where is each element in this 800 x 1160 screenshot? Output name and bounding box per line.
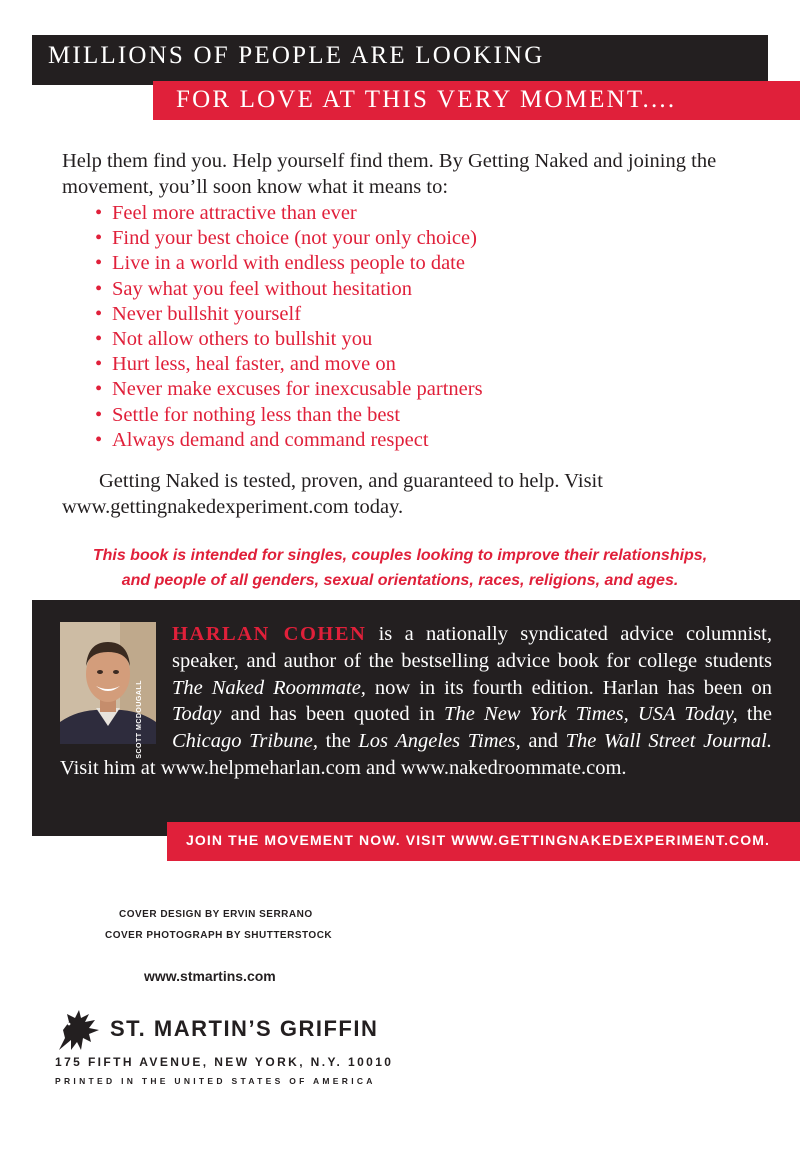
list-item xyxy=(95,277,483,302)
list-item xyxy=(95,201,483,226)
list-item xyxy=(95,302,483,327)
bullet-icon: • xyxy=(95,353,103,376)
bullet-icon: • xyxy=(95,227,103,250)
bullet-icon: • xyxy=(95,378,103,401)
bullet-icon: • xyxy=(95,302,103,325)
list-item-text: Settle for nothing less than the best xyxy=(112,403,401,426)
author-name: HARLAN COHEN xyxy=(172,623,367,645)
cover-design-credit: COVER DESIGN BY ERVIN SERRANO xyxy=(119,909,313,920)
bullet-icon: • xyxy=(95,327,103,350)
list-item xyxy=(95,251,483,276)
list-item-text: Say what you feel without hesitation xyxy=(112,277,413,300)
list-item-text: Always demand and command respect xyxy=(112,428,429,451)
list-item-text: Never bullshit yourself xyxy=(112,302,302,325)
cover-photo-credit: COVER PHOTOGRAPH BY SHUTTERSTOCK xyxy=(105,930,333,941)
list-item-text: Never make excuses for inexcusable partners xyxy=(112,378,483,401)
publisher-name: ST. MARTIN’S GRIFFIN xyxy=(110,1016,379,1041)
list-item-text: Hurt less, heal faster, and move on xyxy=(112,353,396,376)
list-item xyxy=(95,403,483,428)
griffin-icon xyxy=(55,1008,101,1052)
headline-line-2: FOR LOVE AT THIS VERY MOMENT.... xyxy=(176,86,677,113)
benefits-list xyxy=(95,201,483,453)
headline-line-1: MILLIONS OF PEOPLE ARE LOOKING xyxy=(48,42,545,69)
publication-title: Chicago Tribune, xyxy=(172,730,319,753)
publication-title: The Wall Street Journal. xyxy=(565,730,773,753)
author-bio-text: HARLAN COHEN is a nationally syndicated advice columnist, speaker, and author of the bestselling advice book for college students The Naked Roommate, now in its fourth edition. Harlan has been on Today and has been quoted in The New York Times, USA Today, the Chicago Tribune, the Los Angeles Times, and The Wall Street Journal. Visit him at www.helpmeharlan.com and www.nakedroommate.com. xyxy=(60,623,773,779)
bullet-icon: • xyxy=(95,252,103,275)
audience-disclaimer xyxy=(0,543,800,593)
bullet-icon: • xyxy=(95,277,103,300)
disclaimer-line-2: and people of all genders, sexual orientations, races, religions, and ages. xyxy=(121,572,679,589)
list-item xyxy=(95,226,483,251)
photo-credit: SCOTT MCDOUGALL xyxy=(136,680,143,759)
show-title: Today xyxy=(172,703,222,726)
publication-title: Los Angeles Times, xyxy=(358,730,521,753)
publisher-website: www.stmartins.com xyxy=(144,968,276,984)
bullet-icon: • xyxy=(95,403,103,426)
publisher-address: 175 FIFTH AVENUE, NEW YORK, N.Y. 10010 xyxy=(55,1055,394,1069)
list-item-text: Live in a world with endless people to date xyxy=(112,252,465,275)
publication-titles: The New York Times, USA Today, xyxy=(444,703,738,726)
list-item xyxy=(95,352,483,377)
list-item-text: Feel more attractive than ever xyxy=(112,202,357,224)
list-item xyxy=(95,428,483,453)
cta-text: JOIN THE MOVEMENT NOW. VISIT WWW.GETTINGNAKEDEXPERIMENT.COM. xyxy=(186,832,771,848)
list-item-text: Not allow others to bullshit you xyxy=(112,327,373,350)
disclaimer-line-1: This book is intended for singles, couples looking to improve their relationships, xyxy=(92,547,708,564)
outro-paragraph: Getting Naked is tested, proven, and guaranteed to help. Visit www.gettingnakedexperiment.com today. xyxy=(62,470,603,518)
list-item-text: Find your best choice (not your only choice) xyxy=(112,227,477,250)
printed-in-notice: PRINTED IN THE UNITED STATES OF AMERICA xyxy=(55,1076,376,1086)
book-title: The Naked Roommate, xyxy=(172,676,366,699)
list-item xyxy=(95,327,483,352)
list-item xyxy=(95,377,483,402)
bullet-icon: • xyxy=(95,428,103,451)
bullet-icon: • xyxy=(95,202,103,224)
intro-paragraph: Help them find you. Help yourself find them. By Getting Naked and joining the movement, you’ll soon know what it means to: xyxy=(62,150,717,198)
